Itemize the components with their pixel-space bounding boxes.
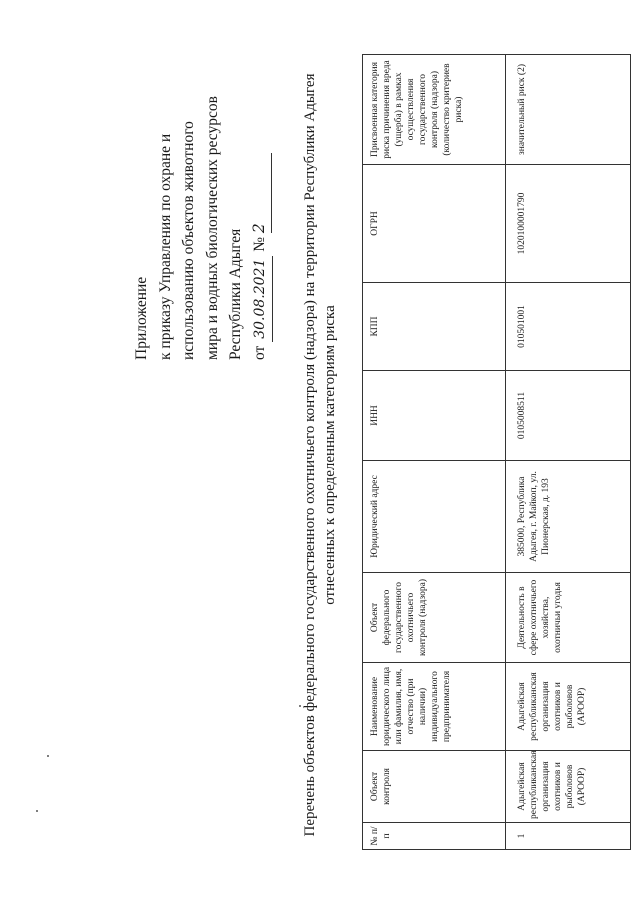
header-cell-risk: Присвоенная категория риска причинения вреда (ущерба) в рамках осуществления государственного контроля (надзора) (количество критериев риска) <box>363 55 506 165</box>
approval-line-3: использованию объектов животного <box>180 121 197 360</box>
table-header-row <box>363 55 506 850</box>
approval-line-1: Приложение <box>133 276 150 360</box>
approval-line-2: к приказу Управления по охране и <box>156 133 174 360</box>
header-cell-control-object: Объект федерального государственного охотничьего контроля (надзора) <box>363 573 506 663</box>
number-prefix: № <box>250 236 268 252</box>
risk-register-table <box>362 54 631 850</box>
cell-kpp: 010501001 <box>506 283 631 371</box>
cell-ogrn: 1020100001790 <box>506 165 631 283</box>
cell-name: Адыгейская республиканская организация охотников и рыболовов (АРООР) <box>506 663 631 751</box>
cell-object: Адыгейская республиканская организация охотников и рыболовов (АРООР) <box>506 751 631 823</box>
header-cell-ogrn: ОГРН <box>363 165 506 283</box>
handwritten-date: 30.08.2021 <box>249 256 274 342</box>
cell-address: 385000, Республика Адыгея, г. Майкоп, ул. Пионерская, д. 193 <box>506 461 631 573</box>
approval-block <box>130 20 273 360</box>
scan-speck <box>36 810 38 812</box>
approval-line-5: Республики Адыгея <box>227 228 244 360</box>
header-cell-address: Юридический адрес <box>363 461 506 573</box>
header-cell-inn: ИНН <box>363 371 506 461</box>
header-cell-name: Наименование юридического лица или фамилия, имя, отчество (при наличии) индивидуального предпринимателя <box>363 663 506 751</box>
handwritten-number: 2 <box>248 153 273 233</box>
header-cell-kpp: КПП <box>363 283 506 371</box>
heading-line-1: Перечень объектов федерального государственного охотничьего контроля (надзора) на территории Республики Адыгея <box>302 73 318 837</box>
cell-number: 1 <box>506 823 631 850</box>
document-heading <box>300 65 340 845</box>
table-row <box>506 55 631 850</box>
scan-speck <box>299 705 301 707</box>
cell-risk: значительный риск (2) <box>506 55 631 165</box>
cell-control-object: Деятельность в сфере охотничьего хозяйства, охотничьи угодья <box>506 573 631 663</box>
approval-date-line <box>248 20 274 360</box>
date-prefix: от <box>250 345 268 360</box>
heading-line-2: отнесенных к определенным категориям риска <box>322 305 338 605</box>
cell-inn: 0105008511 <box>506 371 631 461</box>
header-cell-number: № п/п <box>363 823 506 850</box>
header-cell-object: Объект контроля <box>363 751 506 823</box>
approval-line-4: мира и водных биологических ресурсов <box>203 96 221 360</box>
scan-speck <box>47 755 49 757</box>
